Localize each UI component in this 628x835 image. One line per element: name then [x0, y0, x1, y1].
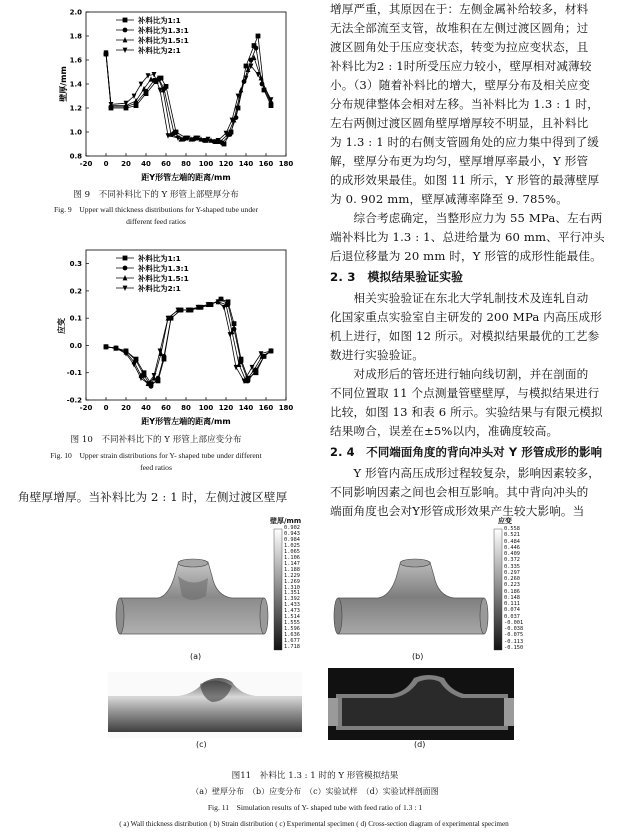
y-tick-label: 0.8 — [69, 152, 82, 161]
x-tick-label: 0 — [103, 160, 109, 168]
fig10-caption-en-1: Fig. 10 Upper strain distributions for Y- shaped tube under different — [50, 451, 262, 460]
x-tick-label: 180 — [278, 404, 294, 412]
legend-value: -0.075 — [504, 632, 524, 639]
legend-value: -0.001 — [504, 619, 524, 626]
y-tick-label: 1.6 — [69, 56, 82, 65]
legend-value: 1.473 — [284, 608, 300, 615]
fig11b-simulation-image — [332, 516, 532, 652]
x-tick-label: 40 — [141, 160, 151, 168]
text-line: 数进行实验验证。 — [330, 348, 424, 362]
legend-value: 1.310 — [284, 584, 300, 591]
fig11-caption-en: Fig. 11 Simulation results of Y- shaped tube with feed ratio of 1.3 : 1 — [207, 803, 423, 812]
legend-value: 0.223 — [504, 582, 520, 589]
legend-value: 1.351 — [284, 590, 300, 597]
legend-value: 0.521 — [504, 532, 520, 539]
text-line: 相关实验验证在东北大学轧制技术及连轧自动 — [330, 291, 589, 305]
fig11c-label: (c) — [196, 740, 207, 749]
legend-value: 1.065 — [284, 548, 300, 555]
legend-value: 0.037 — [504, 613, 520, 620]
fig10-caption-cn: 图 10 不同补料比下的 Y 形管上部应变分布 — [70, 435, 242, 445]
paragraph-1 — [330, 0, 620, 209]
y-tick-label: -0.2 — [66, 396, 82, 405]
fig9-caption-en-1: Fig. 9 Upper wall thickness distributions for Y-shaped tube under — [53, 205, 259, 214]
legend-value: 1.188 — [284, 566, 300, 573]
legend-value: -0.113 — [504, 638, 524, 645]
x-tick-label: -20 — [79, 404, 93, 412]
legend-value: 1.025 — [284, 542, 300, 549]
x-tick-label: 60 — [161, 160, 171, 168]
text-line: 后退位移量为 20 mm 时，Y 形管的成形性能最佳。 — [330, 249, 602, 263]
left-column-tail-text: 角壁厚增厚。当补料比为 2 : 1 时，左侧过渡区壁厚 — [18, 490, 288, 504]
legend-value: 1.106 — [284, 554, 300, 561]
legend-value: 1.229 — [284, 572, 300, 579]
text-line: Y 形管内高压成形过程较复杂，影响因素较多， — [330, 466, 601, 480]
series-line — [106, 36, 271, 144]
legend-value: 1.677 — [284, 638, 300, 645]
fig11-subcaption-cn: （a）壁厚分布 （b）应变分布 （c）实验试样 （d）实验试样剖面图 — [191, 787, 439, 796]
text-line: 端面角度也会对Y形管成形效果产生较大影响。当 — [330, 504, 585, 518]
legend-label: 补料比为1.5:1 — [138, 36, 189, 45]
data-point — [139, 376, 144, 381]
legend-value: 1.596 — [284, 626, 300, 633]
text-line: 为 0. 902 mm，壁厚减薄率降至 9. 785%。 — [330, 192, 568, 206]
x-tick-label: 160 — [258, 404, 274, 412]
data-point — [123, 256, 128, 261]
legend-value: 0.111 — [504, 601, 520, 607]
text-line: 比较，如图 13 和表 6 所示。实验结果与有限元模拟 — [330, 405, 603, 419]
y-axis-label: 应变 — [57, 318, 66, 334]
x-axis-label: 距Y形管左端的距离/mm — [141, 417, 231, 426]
fig11a-simulation-image — [112, 516, 312, 652]
data-point — [123, 266, 128, 271]
series-line — [106, 302, 271, 384]
y-tick-label: 0.1 — [69, 314, 82, 323]
text-line: 增厚严重，其原因在于：左侧金属补给较多，材料 — [330, 2, 589, 16]
text-line: 为 1.3 : 1 时的右侧支管圆角处的应力集中得到了缓 — [330, 135, 599, 149]
data-point — [123, 18, 128, 23]
legend-value: 1.269 — [284, 578, 300, 585]
y-tick-label: 1.0 — [69, 128, 82, 137]
legend-value: 0.297 — [504, 569, 520, 576]
right-column — [330, 0, 620, 521]
paragraph-3 — [330, 289, 620, 365]
x-tick-label: 100 — [198, 404, 214, 412]
section-2-4-heading: 2. 4 不同端面角度的背向冲头对 Y 形管成形的影响 — [330, 445, 603, 459]
fig10-caption-en-2: feed ratios — [140, 463, 172, 472]
series-line — [106, 302, 271, 384]
x-tick-label: 140 — [238, 160, 254, 168]
fig11c-specimen-photo — [108, 672, 302, 738]
strain-color-legend — [494, 529, 502, 650]
x-tick-label: -20 — [79, 160, 93, 168]
chart-fig10 — [0, 236, 300, 426]
legend-value: 1.147 — [284, 560, 300, 567]
text-line: 渡区圆角处于压应变状态，转变为拉应变状态，且 — [330, 40, 589, 54]
data-point — [222, 305, 227, 310]
legend-value: 1.718 — [284, 644, 300, 651]
x-tick-label: 140 — [238, 404, 254, 412]
legend-value: 0.984 — [284, 536, 300, 543]
text-line: 补料比为2 : 1时所受压应力较小，壁厚相对减薄较 — [330, 59, 592, 73]
legend-label: 补料比为2:1 — [138, 46, 181, 55]
fig11a-panel — [112, 516, 312, 652]
legend-label: 补料比为1.3:1 — [138, 264, 189, 273]
legend-value: -0.150 — [504, 644, 524, 651]
series-line — [106, 48, 271, 143]
text-line: 不同位置取 11 个点测量管壁壁厚，与模拟结果进行 — [330, 386, 600, 400]
text-line: 机上进行，如图 12 所示。对模拟结果最优的工艺参 — [330, 329, 600, 343]
legend-label: 补料比为1.5:1 — [138, 274, 189, 283]
text-line: 结果吻合，误差在±5%以内，准确度较高。 — [330, 424, 559, 438]
x-tick-label: 100 — [198, 160, 214, 168]
legend-value: 0.902 — [284, 525, 300, 531]
y-tick-label: 0.0 — [69, 341, 82, 350]
data-point — [156, 376, 161, 381]
x-tick-label: 60 — [161, 404, 171, 412]
section-2-3-heading: 2. 3 模拟结果验证实验 — [330, 270, 464, 284]
text-line: 小。（3）随着补料比的增大，壁厚分布及相关应变 — [330, 78, 591, 92]
legend-value: 0.074 — [504, 607, 520, 614]
y-tick-label: 1.8 — [69, 32, 82, 41]
text-line: 解，壁厚分布更为均匀，壁厚增厚率最小，Y 形管 — [330, 154, 589, 168]
x-tick-label: 80 — [181, 404, 191, 412]
legend-value: 1.392 — [284, 596, 300, 603]
y-axis-label: 壁厚/mm — [59, 66, 68, 102]
data-point — [254, 46, 259, 51]
x-tick-label: 120 — [218, 160, 234, 168]
fig11-subcaption-en: ( a) Wall thickness distribution ( b) Strain distribution ( c) Experimental specimen ( d) Cross-section diagram of experimental specimen — [119, 820, 509, 828]
text-line: 综合考虑确定，当整形应力为 55 MPa、左右两 — [330, 211, 603, 225]
chart-fig9 — [0, 0, 300, 190]
fig11d-cross-section-photo — [328, 668, 514, 740]
y-tick-label: 0.2 — [69, 287, 82, 296]
thickness-legend-values — [284, 526, 300, 651]
x-tick-label: 120 — [218, 404, 234, 412]
legend-value: -0.038 — [504, 626, 524, 632]
thickness-legend-title: 壁厚/mm — [270, 517, 302, 525]
y-tick-label: 1.2 — [69, 104, 82, 113]
legend-value: 0.409 — [504, 551, 520, 557]
legend-value: 0.186 — [504, 588, 520, 595]
x-tick-label: 40 — [141, 404, 151, 412]
x-tick-label: 20 — [121, 404, 131, 412]
fig9-caption-en-2: different feed ratios — [126, 217, 186, 226]
fig11a-label: (a) — [190, 652, 202, 661]
legend-value: 0.446 — [504, 544, 520, 551]
data-point — [256, 34, 261, 39]
x-tick-label: 160 — [258, 160, 274, 168]
paragraph-4 — [330, 365, 620, 441]
legend-value: 0.558 — [504, 526, 520, 532]
legend-value: 0.148 — [504, 594, 520, 601]
fig11d-label: (d) — [414, 740, 426, 749]
text-line: 分布规律整体会相对左移。当补料比为 1.3 : 1 时， — [330, 97, 599, 111]
fig11-caption-cn: 图11 补料比 1.3 : 1 时的 Y 形管模拟结果 — [231, 771, 399, 781]
fig9-caption-cn: 图 9 不同补料比下的 Y 形管上部壁厚分布 — [73, 190, 239, 200]
legend-value: 0.484 — [504, 538, 520, 545]
legend-value: 0.943 — [284, 530, 300, 537]
text-line: 左右两侧过渡区圆角壁厚增厚较不明显，且补料比 — [330, 116, 589, 130]
fig11b-label: (b) — [412, 652, 424, 661]
text-line: 化国家重点实验室自主研发的 200 MPa 内高压成形 — [330, 310, 602, 324]
x-tick-label: 20 — [121, 160, 131, 168]
text-line: 不同影响因素之间也会相互影响。其中背向冲头的 — [330, 485, 589, 499]
legend-value: 1.555 — [284, 620, 300, 627]
y-tick-label: 2.0 — [69, 8, 82, 17]
strain-legend-values — [504, 526, 523, 651]
text-line: 的成形效果最佳。如图 11 所示，Y 形管的最薄壁厚 — [330, 173, 600, 187]
data-point — [123, 28, 128, 33]
strain-legend-title: 应变 — [498, 517, 512, 525]
text-line: 无法全部流至支管，故堆积在左侧过渡区圆角；过 — [330, 21, 589, 35]
legend-value: 1.514 — [284, 614, 300, 621]
fig11b-panel — [332, 516, 532, 652]
data-point — [228, 332, 233, 337]
y-tick-label: -0.1 — [66, 369, 82, 378]
legend-label: 补料比为1.3:1 — [138, 26, 189, 35]
legend-value: 1.433 — [284, 602, 300, 609]
legend-value: 0.372 — [504, 557, 520, 564]
y-tick-label: 1.4 — [69, 80, 82, 89]
paragraph-2 — [330, 209, 620, 266]
legend-label: 补料比为2:1 — [138, 284, 181, 293]
x-tick-label: 0 — [103, 404, 109, 412]
text-line: 端补料比为 1.3 : 1、总进给量为 60 mm、平行冲头 — [330, 230, 605, 244]
y-tick-label: 0.3 — [69, 260, 82, 269]
data-point — [132, 94, 137, 99]
x-tick-label: 180 — [278, 160, 294, 168]
thickness-color-legend — [274, 529, 282, 650]
x-axis-label: 距Y形管左端的距离/mm — [141, 173, 231, 182]
legend-value: 1.636 — [284, 632, 300, 639]
legend-label: 补料比为1:1 — [138, 16, 181, 25]
legend-label: 补料比为1:1 — [138, 254, 181, 263]
text-line: 对成形后的管坯进行轴向线切割，并在剖面的 — [330, 367, 589, 381]
legend-value: 0.335 — [504, 563, 520, 570]
paragraph-5 — [330, 464, 620, 521]
legend-value: 0.260 — [504, 576, 520, 582]
x-tick-label: 80 — [181, 160, 191, 168]
